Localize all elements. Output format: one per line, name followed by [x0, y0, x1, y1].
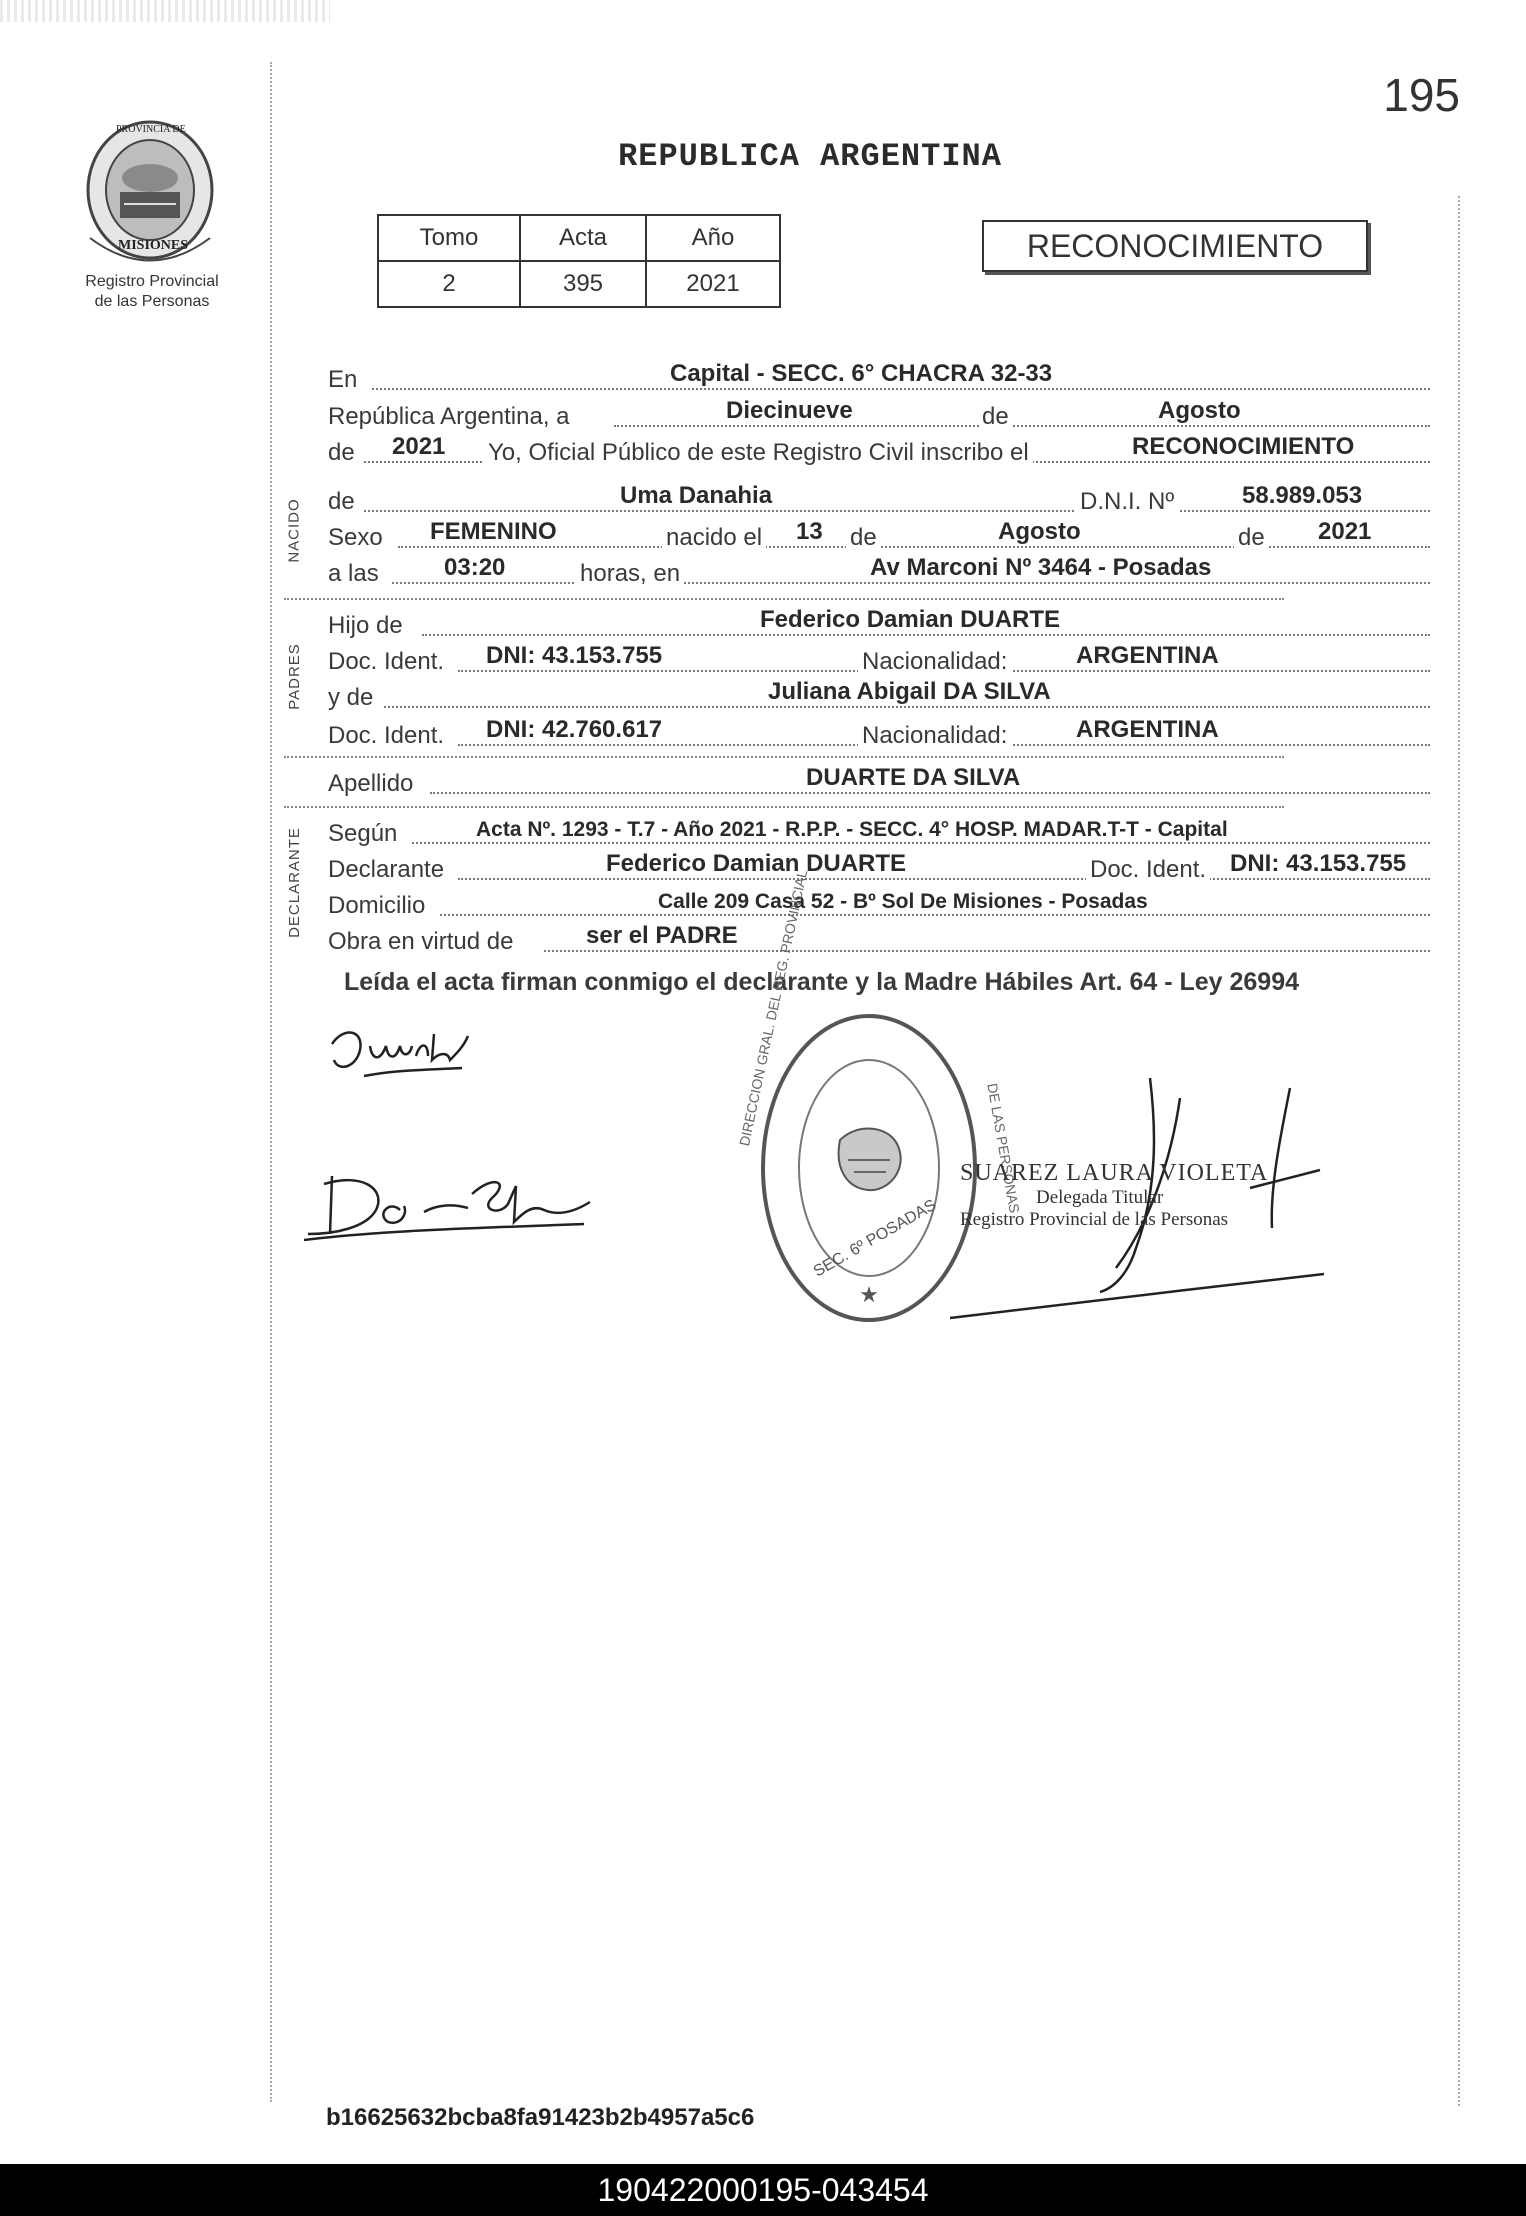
line-lugar	[328, 356, 1430, 394]
official-seal-icon	[758, 1010, 980, 1326]
line-acto	[328, 429, 1430, 467]
side-label-declarante-text: DECLARANTE	[285, 826, 303, 938]
value-segun: Acta Nº. 1293 - T.7 - Año 2021 - R.P.P. - SECC. 4° HOSP. MADAR.T-T - Capital	[476, 818, 1228, 841]
label-declarante: Declarante	[328, 856, 445, 883]
value-sexo: FEMENINO	[430, 518, 557, 545]
footer-code-bar: 190422000195-043454	[0, 2164, 1526, 2216]
label-de-mes: de	[846, 524, 881, 552]
section-divider-padres	[284, 598, 1284, 600]
emblem-caption-line2: de las Personas	[94, 293, 210, 310]
label-de-anio: de	[328, 439, 355, 466]
label-hijo-de: Hijo de	[328, 612, 403, 639]
label-sexo: Sexo	[328, 524, 383, 551]
record-table	[377, 214, 781, 308]
emblem-ring-bottom: MISIONES	[118, 238, 189, 253]
seal-arc-right: DE LAS PERSONAS	[984, 1082, 1023, 1215]
official-role: Delegada Titular	[1036, 1187, 1164, 1208]
left-margin-line	[270, 62, 272, 2102]
value-lugar-nac: Av Marconi Nº 3464 - Posadas	[870, 554, 1212, 581]
seal-center-text: SEC. 6º POSADAS	[810, 1196, 940, 1281]
act-type-box: RECONOCIMIENTO	[982, 220, 1368, 272]
label-dni: D.N.I. Nº	[1076, 488, 1178, 516]
value-madre: Juliana Abigail DA SILVA	[768, 678, 1051, 705]
emblem-caption	[52, 272, 252, 312]
line-nombre	[328, 478, 1430, 516]
value-declarante-doc: DNI: 43.153.755	[1230, 850, 1407, 877]
emblem-caption-line1: Registro Provincial	[85, 273, 219, 290]
value-declarante: Federico Damian DUARTE	[606, 850, 907, 877]
line-madre-doc	[328, 712, 1430, 750]
line-virtud	[328, 918, 1430, 956]
line-segun	[328, 810, 1430, 848]
mother-signature-icon	[304, 1164, 594, 1244]
official-office: Registro Provincial de las Personas	[960, 1209, 1229, 1230]
section-divider-declarante	[284, 806, 1284, 808]
scan-artifact	[0, 0, 330, 22]
line-fecha	[328, 393, 1430, 431]
value-domicilio: Calle 209 Casa 52 - Bº Sol De Misiones - Posadas	[658, 890, 1148, 913]
label-nacionalidad-madre: Nacionalidad:	[858, 722, 1011, 750]
official-stamp	[960, 1160, 1320, 1231]
line-apellido	[328, 760, 1430, 798]
label-nacionalidad-padre: Nacionalidad:	[858, 648, 1011, 676]
value-nac-anio: 2021	[1318, 518, 1372, 545]
svg-text:★: ★	[859, 1282, 879, 1307]
value-virtud: ser el PADRE	[586, 922, 738, 949]
label-y-de: y de	[328, 684, 374, 711]
value-acto: RECONOCIMIENTO	[1132, 433, 1355, 460]
label-republica: República Argentina, a	[328, 403, 570, 430]
label-domicilio: Domicilio	[328, 892, 426, 919]
right-margin-line	[1458, 196, 1460, 2106]
value-tomo: 2	[378, 261, 520, 307]
section-divider-apellido	[284, 756, 1284, 758]
header-tomo: Tomo	[378, 215, 520, 261]
side-label-padres	[266, 620, 322, 732]
label-obra-en-virtud: Obra en virtud de	[328, 928, 514, 955]
value-anio: 2021	[392, 433, 446, 460]
side-label-declarante	[266, 812, 322, 952]
label-nacido-el: nacido el	[662, 524, 766, 552]
value-padre: Federico Damian DUARTE	[760, 606, 1061, 633]
line-sexo	[328, 514, 1430, 552]
side-label-nacido	[266, 482, 322, 578]
value-dni: 58.989.053	[1242, 482, 1363, 509]
value-dia: Diecinueve	[726, 397, 853, 424]
value-padre-doc: DNI: 43.153.755	[486, 642, 663, 669]
value-mes: Agosto	[1158, 397, 1241, 424]
label-horas-en: horas, en	[576, 560, 684, 588]
emblem-ring-top: PROVINCIA DE	[116, 124, 186, 135]
label-de-anio-nac: de	[1234, 524, 1269, 552]
line-declarante	[328, 846, 1430, 884]
value-nac-mes: Agosto	[998, 518, 1081, 545]
line-padre-doc	[328, 638, 1430, 676]
side-label-nacido-text: NACIDO	[285, 497, 303, 563]
record-table-value-row	[378, 261, 780, 307]
value-padre-nac: ARGENTINA	[1076, 642, 1219, 669]
record-table-header-row	[378, 215, 780, 261]
official-name: SUAREZ LAURA VIOLETA	[960, 1160, 1269, 1186]
value-anio: 2021	[646, 261, 780, 307]
document-title: REPUBLICA ARGENTINA	[618, 138, 1002, 175]
label-doc-ident-declarante: Doc. Ident.	[1086, 856, 1210, 884]
value-madre-nac: ARGENTINA	[1076, 716, 1219, 743]
line-padre	[328, 602, 1430, 640]
closing-statement: Leída el acta firman conmigo el declarante y la Madre Hábiles Art. 64 - Ley 26994	[344, 968, 1300, 996]
label-yo-oficial: Yo, Oficial Público de este Registro Civil inscribo el	[484, 439, 1033, 467]
value-madre-doc: DNI: 42.760.617	[486, 716, 663, 743]
label-de: de	[982, 403, 1009, 430]
line-domicilio	[328, 882, 1430, 920]
label-en: En	[328, 366, 358, 393]
value-nombre: Uma Danahia	[620, 482, 773, 509]
label-segun: Según	[328, 820, 398, 847]
label-doc-ident-madre: Doc. Ident.	[328, 722, 445, 749]
header-anio: Año	[646, 215, 780, 261]
label-doc-ident-padre: Doc. Ident.	[328, 648, 445, 675]
header-acta: Acta	[520, 215, 646, 261]
line-hora	[328, 550, 1430, 588]
value-apellido: DUARTE DA SILVA	[806, 764, 1021, 791]
side-label-padres-text: PADRES	[285, 642, 303, 710]
label-a-las: a las	[328, 560, 379, 587]
seal-arc-text: DIRECCION GRAL. DEL REG. PROVINCIAL	[736, 868, 811, 1148]
document-hash: b16625632bcba8fa91423b2b4957a5c6	[326, 2104, 755, 2131]
label-apellido: Apellido	[328, 770, 414, 797]
page-number: 195	[1383, 69, 1460, 121]
value-hora: 03:20	[444, 554, 506, 581]
label-de-nombre: de	[328, 488, 355, 515]
value-nac-dia: 13	[796, 518, 823, 545]
value-acta: 395	[520, 261, 646, 307]
line-madre	[328, 674, 1430, 712]
value-lugar: Capital - SECC. 6° CHACRA 32-33	[670, 360, 1053, 387]
declarant-signature-icon	[324, 1016, 474, 1086]
